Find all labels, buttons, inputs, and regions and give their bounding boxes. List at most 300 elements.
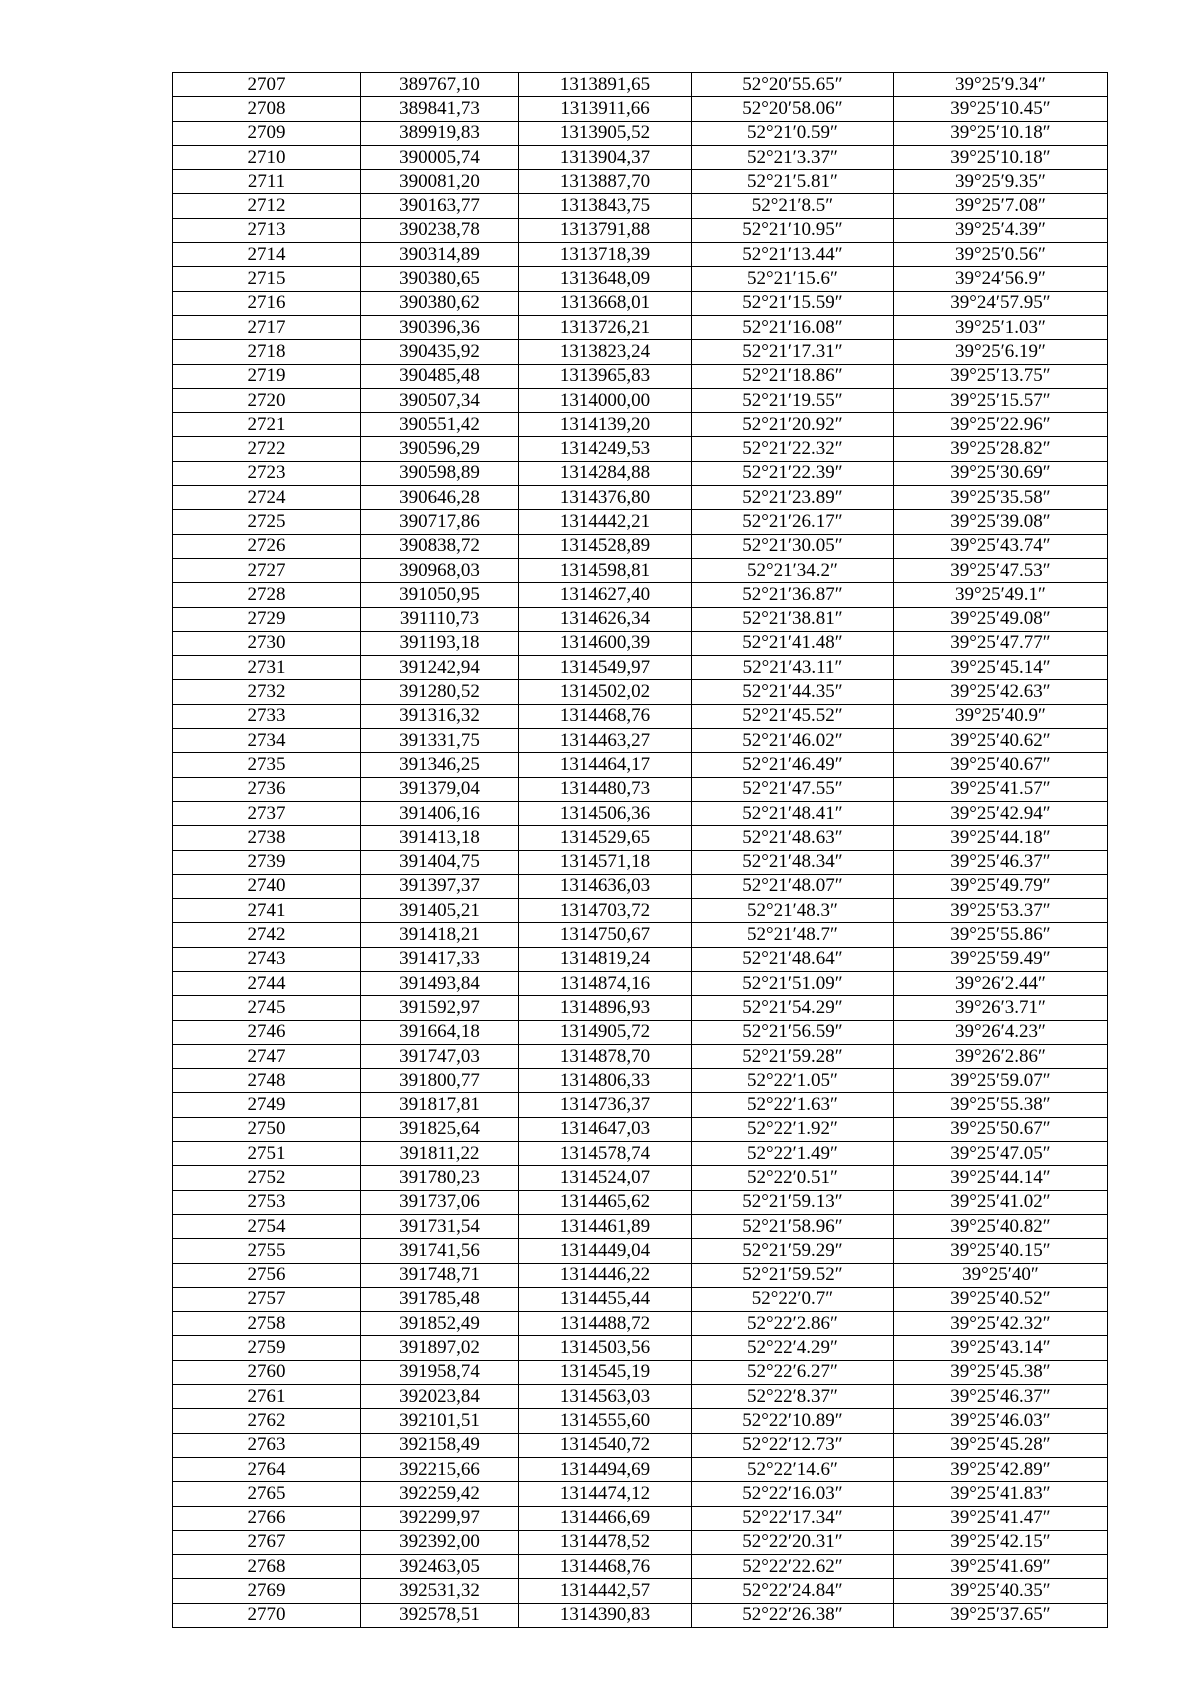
latitude-cell: 52°21′26.17″ (692, 510, 894, 534)
point-number-cell: 2738 (173, 826, 361, 850)
longitude-cell: 39°25′28.82″ (894, 437, 1108, 461)
table-row (173, 121, 1108, 145)
y-coordinate-cell: 1314750,67 (519, 923, 692, 947)
y-coordinate-cell: 1314376,80 (519, 486, 692, 510)
x-coordinate-cell: 390968,03 (361, 558, 519, 582)
y-coordinate-cell: 1314896,93 (519, 996, 692, 1020)
point-number-cell: 2764 (173, 1457, 361, 1481)
latitude-cell: 52°20′55.65″ (692, 73, 894, 97)
x-coordinate-cell: 391050,95 (361, 583, 519, 607)
x-coordinate-cell: 389919,83 (361, 121, 519, 145)
latitude-cell: 52°21′51.09″ (692, 971, 894, 995)
table-row (173, 777, 1108, 801)
x-coordinate-cell: 391897,02 (361, 1336, 519, 1360)
longitude-cell: 39°24′56.9″ (894, 267, 1108, 291)
longitude-cell: 39°25′42.15″ (894, 1530, 1108, 1554)
table-row (173, 729, 1108, 753)
point-number-cell: 2758 (173, 1312, 361, 1336)
latitude-cell: 52°21′48.3″ (692, 899, 894, 923)
x-coordinate-cell: 390435,92 (361, 340, 519, 364)
x-coordinate-cell: 392101,51 (361, 1409, 519, 1433)
x-coordinate-cell: 390396,36 (361, 315, 519, 339)
y-coordinate-cell: 1314468,76 (519, 704, 692, 728)
latitude-cell: 52°22′6.27″ (692, 1360, 894, 1384)
point-number-cell: 2727 (173, 558, 361, 582)
x-coordinate-cell: 391405,21 (361, 899, 519, 923)
latitude-cell: 52°21′41.48″ (692, 631, 894, 655)
y-coordinate-cell: 1314528,89 (519, 534, 692, 558)
y-coordinate-cell: 1314578,74 (519, 1142, 692, 1166)
point-number-cell: 2744 (173, 971, 361, 995)
longitude-cell: 39°26′2.44″ (894, 971, 1108, 995)
longitude-cell: 39°25′49.79″ (894, 874, 1108, 898)
y-coordinate-cell: 1314466,69 (519, 1506, 692, 1530)
y-coordinate-cell: 1314549,97 (519, 656, 692, 680)
point-number-cell: 2743 (173, 947, 361, 971)
table-row (173, 388, 1108, 412)
latitude-cell: 52°22′10.89″ (692, 1409, 894, 1433)
longitude-cell: 39°25′35.58″ (894, 486, 1108, 510)
latitude-cell: 52°21′15.6″ (692, 267, 894, 291)
longitude-cell: 39°25′46.37″ (894, 1385, 1108, 1409)
x-coordinate-cell: 389841,73 (361, 97, 519, 121)
point-number-cell: 2730 (173, 631, 361, 655)
longitude-cell: 39°25′4.39″ (894, 218, 1108, 242)
table-row (173, 558, 1108, 582)
longitude-cell: 39°25′40″ (894, 1263, 1108, 1287)
longitude-cell: 39°25′44.14″ (894, 1166, 1108, 1190)
x-coordinate-cell: 391280,52 (361, 680, 519, 704)
latitude-cell: 52°22′20.31″ (692, 1530, 894, 1554)
longitude-cell: 39°25′50.67″ (894, 1117, 1108, 1141)
latitude-cell: 52°21′38.81″ (692, 607, 894, 631)
point-number-cell: 2763 (173, 1433, 361, 1457)
latitude-cell: 52°21′19.55″ (692, 388, 894, 412)
point-number-cell: 2761 (173, 1385, 361, 1409)
latitude-cell: 52°22′2.86″ (692, 1312, 894, 1336)
longitude-cell: 39°25′7.08″ (894, 194, 1108, 218)
x-coordinate-cell: 391852,49 (361, 1312, 519, 1336)
x-coordinate-cell: 390380,62 (361, 291, 519, 315)
point-number-cell: 2752 (173, 1166, 361, 1190)
table-row (173, 145, 1108, 169)
latitude-cell: 52°21′17.31″ (692, 340, 894, 364)
y-coordinate-cell: 1314468,76 (519, 1555, 692, 1579)
x-coordinate-cell: 392299,97 (361, 1506, 519, 1530)
point-number-cell: 2769 (173, 1579, 361, 1603)
y-coordinate-cell: 1314455,44 (519, 1287, 692, 1311)
latitude-cell: 52°22′16.03″ (692, 1482, 894, 1506)
x-coordinate-cell: 391811,22 (361, 1142, 519, 1166)
point-number-cell: 2742 (173, 923, 361, 947)
longitude-cell: 39°25′39.08″ (894, 510, 1108, 534)
latitude-cell: 52°22′8.37″ (692, 1385, 894, 1409)
point-number-cell: 2734 (173, 729, 361, 753)
x-coordinate-cell: 390485,48 (361, 364, 519, 388)
longitude-cell: 39°25′42.94″ (894, 801, 1108, 825)
table-row (173, 1482, 1108, 1506)
y-coordinate-cell: 1313911,66 (519, 97, 692, 121)
longitude-cell: 39°25′59.49″ (894, 947, 1108, 971)
table-row (173, 194, 1108, 218)
y-coordinate-cell: 1314442,57 (519, 1579, 692, 1603)
latitude-cell: 52°21′48.41″ (692, 801, 894, 825)
latitude-cell: 52°21′18.86″ (692, 364, 894, 388)
point-number-cell: 2719 (173, 364, 361, 388)
longitude-cell: 39°25′41.02″ (894, 1190, 1108, 1214)
latitude-cell: 52°21′13.44″ (692, 243, 894, 267)
x-coordinate-cell: 392531,32 (361, 1579, 519, 1603)
longitude-cell: 39°25′59.07″ (894, 1069, 1108, 1093)
point-number-cell: 2770 (173, 1603, 361, 1627)
longitude-cell: 39°25′15.57″ (894, 388, 1108, 412)
longitude-cell: 39°25′40.62″ (894, 729, 1108, 753)
y-coordinate-cell: 1314563,03 (519, 1385, 692, 1409)
table-row (173, 267, 1108, 291)
table-row (173, 1190, 1108, 1214)
x-coordinate-cell: 391958,74 (361, 1360, 519, 1384)
point-number-cell: 2735 (173, 753, 361, 777)
x-coordinate-cell: 391741,56 (361, 1239, 519, 1263)
x-coordinate-cell: 391379,04 (361, 777, 519, 801)
coordinates-table (172, 72, 1108, 1628)
x-coordinate-cell: 392578,51 (361, 1603, 519, 1627)
longitude-cell: 39°25′40.82″ (894, 1214, 1108, 1238)
table-row (173, 923, 1108, 947)
latitude-cell: 52°22′14.6″ (692, 1457, 894, 1481)
longitude-cell: 39°25′55.86″ (894, 923, 1108, 947)
table-row (173, 73, 1108, 97)
x-coordinate-cell: 391785,48 (361, 1287, 519, 1311)
table-row (173, 947, 1108, 971)
table-row (173, 1287, 1108, 1311)
latitude-cell: 52°21′10.95″ (692, 218, 894, 242)
latitude-cell: 52°21′5.81″ (692, 170, 894, 194)
longitude-cell: 39°25′1.03″ (894, 315, 1108, 339)
table-row (173, 340, 1108, 364)
point-number-cell: 2713 (173, 218, 361, 242)
table-row (173, 218, 1108, 242)
y-coordinate-cell: 1313718,39 (519, 243, 692, 267)
x-coordinate-cell: 392215,66 (361, 1457, 519, 1481)
longitude-cell: 39°26′4.23″ (894, 1020, 1108, 1044)
x-coordinate-cell: 391242,94 (361, 656, 519, 680)
latitude-cell: 52°21′22.32″ (692, 437, 894, 461)
longitude-cell: 39°25′9.34″ (894, 73, 1108, 97)
table-row (173, 1409, 1108, 1433)
table-row (173, 1263, 1108, 1287)
table-row (173, 1093, 1108, 1117)
latitude-cell: 52°21′58.96″ (692, 1214, 894, 1238)
longitude-cell: 39°25′42.89″ (894, 1457, 1108, 1481)
latitude-cell: 52°21′48.07″ (692, 874, 894, 898)
latitude-cell: 52°22′4.29″ (692, 1336, 894, 1360)
longitude-cell: 39°25′10.18″ (894, 145, 1108, 169)
latitude-cell: 52°21′54.29″ (692, 996, 894, 1020)
y-coordinate-cell: 1314480,73 (519, 777, 692, 801)
point-number-cell: 2723 (173, 461, 361, 485)
x-coordinate-cell: 391406,16 (361, 801, 519, 825)
y-coordinate-cell: 1314284,88 (519, 461, 692, 485)
table-row (173, 1530, 1108, 1554)
point-number-cell: 2760 (173, 1360, 361, 1384)
x-coordinate-cell: 391747,03 (361, 1044, 519, 1068)
table-row (173, 996, 1108, 1020)
point-number-cell: 2757 (173, 1287, 361, 1311)
y-coordinate-cell: 1313887,70 (519, 170, 692, 194)
y-coordinate-cell: 1313904,37 (519, 145, 692, 169)
x-coordinate-cell: 391817,81 (361, 1093, 519, 1117)
point-number-cell: 2721 (173, 413, 361, 437)
y-coordinate-cell: 1313843,75 (519, 194, 692, 218)
longitude-cell: 39°25′41.57″ (894, 777, 1108, 801)
point-number-cell: 2753 (173, 1190, 361, 1214)
y-coordinate-cell: 1314636,03 (519, 874, 692, 898)
latitude-cell: 52°22′1.05″ (692, 1069, 894, 1093)
longitude-cell: 39°25′40.52″ (894, 1287, 1108, 1311)
y-coordinate-cell: 1313668,01 (519, 291, 692, 315)
longitude-cell: 39°25′22.96″ (894, 413, 1108, 437)
y-coordinate-cell: 1314819,24 (519, 947, 692, 971)
x-coordinate-cell: 390005,74 (361, 145, 519, 169)
longitude-cell: 39°25′43.74″ (894, 534, 1108, 558)
y-coordinate-cell: 1314463,27 (519, 729, 692, 753)
latitude-cell: 52°21′8.5″ (692, 194, 894, 218)
point-number-cell: 2741 (173, 899, 361, 923)
latitude-cell: 52°22′0.51″ (692, 1166, 894, 1190)
x-coordinate-cell: 390598,89 (361, 461, 519, 485)
table-row (173, 510, 1108, 534)
latitude-cell: 52°22′26.38″ (692, 1603, 894, 1627)
latitude-cell: 52°21′16.08″ (692, 315, 894, 339)
table-row (173, 801, 1108, 825)
longitude-cell: 39°25′43.14″ (894, 1336, 1108, 1360)
longitude-cell: 39°25′47.05″ (894, 1142, 1108, 1166)
point-number-cell: 2709 (173, 121, 361, 145)
table-row (173, 607, 1108, 631)
x-coordinate-cell: 391800,77 (361, 1069, 519, 1093)
latitude-cell: 52°21′48.34″ (692, 850, 894, 874)
point-number-cell: 2765 (173, 1482, 361, 1506)
point-number-cell: 2732 (173, 680, 361, 704)
table-row (173, 850, 1108, 874)
table-row (173, 874, 1108, 898)
x-coordinate-cell: 391331,75 (361, 729, 519, 753)
point-number-cell: 2766 (173, 1506, 361, 1530)
longitude-cell: 39°24′57.95″ (894, 291, 1108, 315)
latitude-cell: 52°21′48.63″ (692, 826, 894, 850)
x-coordinate-cell: 391418,21 (361, 923, 519, 947)
y-coordinate-cell: 1314571,18 (519, 850, 692, 874)
point-number-cell: 2715 (173, 267, 361, 291)
y-coordinate-cell: 1314540,72 (519, 1433, 692, 1457)
y-coordinate-cell: 1314626,34 (519, 607, 692, 631)
x-coordinate-cell: 389767,10 (361, 73, 519, 97)
table-row (173, 704, 1108, 728)
latitude-cell: 52°22′22.62″ (692, 1555, 894, 1579)
longitude-cell: 39°25′0.56″ (894, 243, 1108, 267)
longitude-cell: 39°25′42.63″ (894, 680, 1108, 704)
longitude-cell: 39°25′40.15″ (894, 1239, 1108, 1263)
point-number-cell: 2710 (173, 145, 361, 169)
latitude-cell: 52°21′59.13″ (692, 1190, 894, 1214)
table-row (173, 291, 1108, 315)
longitude-cell: 39°25′40.67″ (894, 753, 1108, 777)
point-number-cell: 2720 (173, 388, 361, 412)
point-number-cell: 2754 (173, 1214, 361, 1238)
latitude-cell: 52°22′17.34″ (692, 1506, 894, 1530)
table-row (173, 1117, 1108, 1141)
y-coordinate-cell: 1313726,21 (519, 315, 692, 339)
y-coordinate-cell: 1314600,39 (519, 631, 692, 655)
x-coordinate-cell: 391346,25 (361, 753, 519, 777)
longitude-cell: 39°25′30.69″ (894, 461, 1108, 485)
table-row (173, 1312, 1108, 1336)
y-coordinate-cell: 1314503,56 (519, 1336, 692, 1360)
point-number-cell: 2729 (173, 607, 361, 631)
latitude-cell: 52°21′47.55″ (692, 777, 894, 801)
latitude-cell: 52°22′1.49″ (692, 1142, 894, 1166)
latitude-cell: 52°21′48.7″ (692, 923, 894, 947)
x-coordinate-cell: 390551,42 (361, 413, 519, 437)
x-coordinate-cell: 391493,84 (361, 971, 519, 995)
table-row (173, 1433, 1108, 1457)
point-number-cell: 2711 (173, 170, 361, 194)
longitude-cell: 39°25′40.9″ (894, 704, 1108, 728)
longitude-cell: 39°26′3.71″ (894, 996, 1108, 1020)
point-number-cell: 2755 (173, 1239, 361, 1263)
table-row (173, 315, 1108, 339)
longitude-cell: 39°25′44.18″ (894, 826, 1108, 850)
y-coordinate-cell: 1314000,00 (519, 388, 692, 412)
y-coordinate-cell: 1314529,65 (519, 826, 692, 850)
y-coordinate-cell: 1314506,36 (519, 801, 692, 825)
y-coordinate-cell: 1314806,33 (519, 1069, 692, 1093)
longitude-cell: 39°25′45.38″ (894, 1360, 1108, 1384)
latitude-cell: 52°21′0.59″ (692, 121, 894, 145)
x-coordinate-cell: 390838,72 (361, 534, 519, 558)
latitude-cell: 52°21′3.37″ (692, 145, 894, 169)
y-coordinate-cell: 1314442,21 (519, 510, 692, 534)
table-row (173, 1506, 1108, 1530)
point-number-cell: 2714 (173, 243, 361, 267)
point-number-cell: 2718 (173, 340, 361, 364)
table-row (173, 461, 1108, 485)
coordinates-table-body (173, 73, 1108, 1628)
table-row (173, 1044, 1108, 1068)
y-coordinate-cell: 1314474,12 (519, 1482, 692, 1506)
y-coordinate-cell: 1314545,19 (519, 1360, 692, 1384)
table-row (173, 486, 1108, 510)
point-number-cell: 2756 (173, 1263, 361, 1287)
x-coordinate-cell: 390380,65 (361, 267, 519, 291)
y-coordinate-cell: 1314905,72 (519, 1020, 692, 1044)
point-number-cell: 2762 (173, 1409, 361, 1433)
x-coordinate-cell: 390314,89 (361, 243, 519, 267)
point-number-cell: 2736 (173, 777, 361, 801)
y-coordinate-cell: 1314598,81 (519, 558, 692, 582)
table-row (173, 1555, 1108, 1579)
latitude-cell: 52°22′1.63″ (692, 1093, 894, 1117)
x-coordinate-cell: 390596,29 (361, 437, 519, 461)
latitude-cell: 52°22′0.7″ (692, 1287, 894, 1311)
y-coordinate-cell: 1314465,62 (519, 1190, 692, 1214)
latitude-cell: 52°20′58.06″ (692, 97, 894, 121)
x-coordinate-cell: 390507,34 (361, 388, 519, 412)
x-coordinate-cell: 390646,28 (361, 486, 519, 510)
x-coordinate-cell: 390717,86 (361, 510, 519, 534)
point-number-cell: 2707 (173, 73, 361, 97)
table-row (173, 1166, 1108, 1190)
y-coordinate-cell: 1314249,53 (519, 437, 692, 461)
x-coordinate-cell: 392023,84 (361, 1385, 519, 1409)
latitude-cell: 52°22′12.73″ (692, 1433, 894, 1457)
latitude-cell: 52°21′56.59″ (692, 1020, 894, 1044)
longitude-cell: 39°25′46.03″ (894, 1409, 1108, 1433)
x-coordinate-cell: 392463,05 (361, 1555, 519, 1579)
latitude-cell: 52°21′30.05″ (692, 534, 894, 558)
point-number-cell: 2717 (173, 315, 361, 339)
x-coordinate-cell: 391417,33 (361, 947, 519, 971)
x-coordinate-cell: 392392,00 (361, 1530, 519, 1554)
table-row (173, 583, 1108, 607)
y-coordinate-cell: 1314703,72 (519, 899, 692, 923)
y-coordinate-cell: 1313905,52 (519, 121, 692, 145)
latitude-cell: 52°21′36.87″ (692, 583, 894, 607)
latitude-cell: 52°21′45.52″ (692, 704, 894, 728)
point-number-cell: 2712 (173, 194, 361, 218)
x-coordinate-cell: 390163,77 (361, 194, 519, 218)
latitude-cell: 52°21′59.29″ (692, 1239, 894, 1263)
x-coordinate-cell: 392158,49 (361, 1433, 519, 1457)
table-row (173, 1603, 1108, 1627)
table-row (173, 534, 1108, 558)
longitude-cell: 39°25′45.14″ (894, 656, 1108, 680)
table-row (173, 631, 1108, 655)
y-coordinate-cell: 1314449,04 (519, 1239, 692, 1263)
point-number-cell: 2716 (173, 291, 361, 315)
y-coordinate-cell: 1314478,52 (519, 1530, 692, 1554)
y-coordinate-cell: 1314488,72 (519, 1312, 692, 1336)
y-coordinate-cell: 1314647,03 (519, 1117, 692, 1141)
longitude-cell: 39°25′41.83″ (894, 1482, 1108, 1506)
table-row (173, 243, 1108, 267)
y-coordinate-cell: 1314494,69 (519, 1457, 692, 1481)
point-number-cell: 2747 (173, 1044, 361, 1068)
table-row (173, 413, 1108, 437)
longitude-cell: 39°25′41.47″ (894, 1506, 1108, 1530)
point-number-cell: 2745 (173, 996, 361, 1020)
table-row (173, 1457, 1108, 1481)
latitude-cell: 52°22′1.92″ (692, 1117, 894, 1141)
point-number-cell: 2768 (173, 1555, 361, 1579)
latitude-cell: 52°21′48.64″ (692, 947, 894, 971)
y-coordinate-cell: 1314139,20 (519, 413, 692, 437)
x-coordinate-cell: 391413,18 (361, 826, 519, 850)
table-row (173, 97, 1108, 121)
longitude-cell: 39°25′10.45″ (894, 97, 1108, 121)
table-row (173, 753, 1108, 777)
table-row (173, 1020, 1108, 1044)
x-coordinate-cell: 391397,37 (361, 874, 519, 898)
table-row (173, 1385, 1108, 1409)
x-coordinate-cell: 391748,71 (361, 1263, 519, 1287)
y-coordinate-cell: 1314878,70 (519, 1044, 692, 1068)
longitude-cell: 39°26′2.86″ (894, 1044, 1108, 1068)
y-coordinate-cell: 1314524,07 (519, 1166, 692, 1190)
point-number-cell: 2740 (173, 874, 361, 898)
table-row (173, 1336, 1108, 1360)
